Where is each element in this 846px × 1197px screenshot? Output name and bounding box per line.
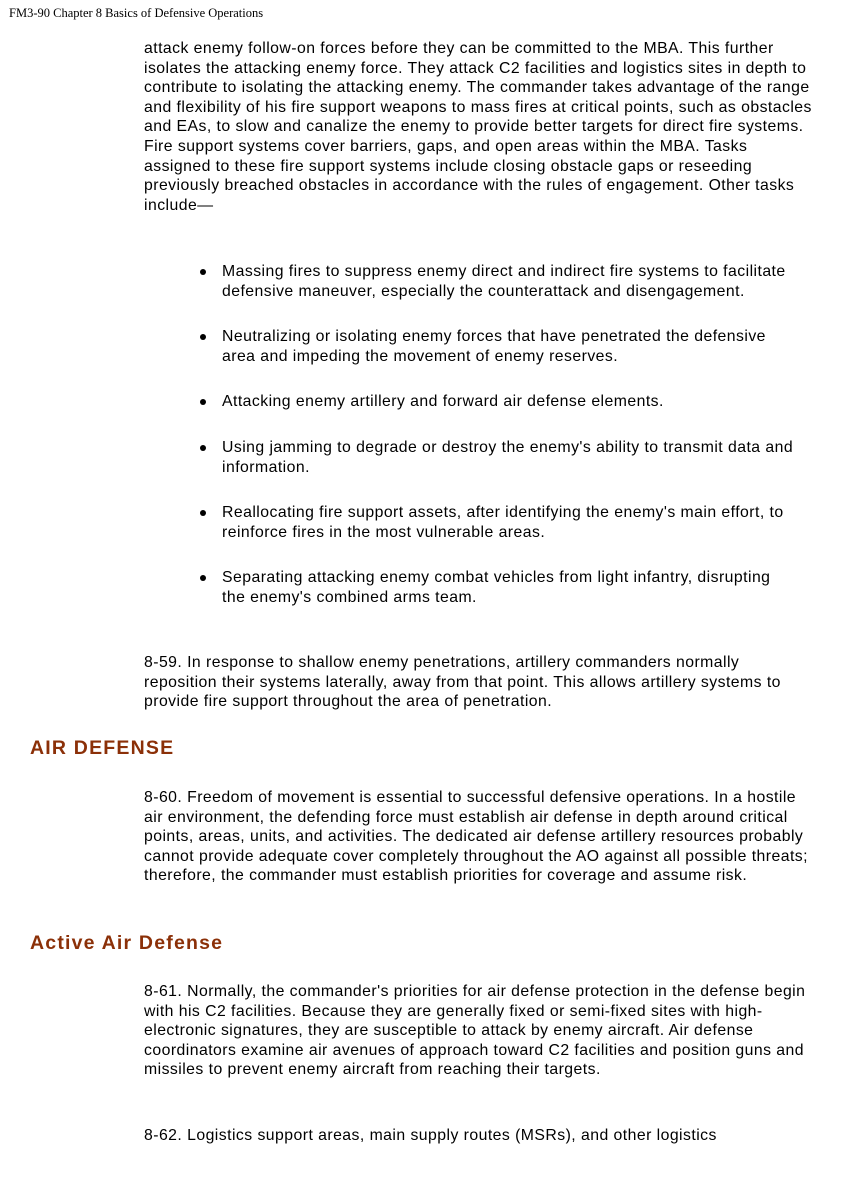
- paragraph-8-61: 8-61. Normally, the commander's priorities for air defense protection in the defense begin with his C2 facilities. Because they are generally fixed or semi-fixed sites with high-electronic signatures, they are susceptible to attack by enemy aircraft. Air defense coordinators examine air avenues of approach toward C2 facilities and position guns and missiles to prevent enemy aircraft from reaching their targets.: [144, 983, 806, 1079]
- paragraph-8-62: 8-62. Logistics support areas, main supply routes (MSRs), and other logistics: [144, 1127, 717, 1144]
- fire-support-task-list: [197, 262, 797, 634]
- list-item: [197, 327, 797, 366]
- bullet-icon: [200, 334, 206, 340]
- subsection-heading-active-air-defense: Active Air Defense: [30, 932, 224, 954]
- list-item-text: Neutralizing or isolating enemy forces that have penetrated the defensive area and impeding the movement of enemy reserves.: [222, 328, 766, 365]
- bullet-icon: [200, 269, 206, 275]
- bullet-icon: [200, 445, 206, 451]
- bullet-icon: [200, 510, 206, 516]
- paragraph-8-59: 8-59. In response to shallow enemy penetrations, artillery commanders normally reposition their systems laterally, away from that point. This allows artillery systems to provide fire support throughout the area of penetration.: [144, 654, 781, 711]
- list-item: [197, 262, 797, 301]
- list-item: [197, 438, 797, 477]
- bullet-icon: [200, 399, 206, 405]
- paragraph-8-60: 8-60. Freedom of movement is essential to successful defensive operations. In a hostile air environment, the defending force must establish air defense in depth around critical points, areas, units, and activities. The dedicated air defense artillery resources probably cannot provide adequate cover completely throughout the AO against all possible threats; therefore, the commander must establish priorities for coverage and assume risk.: [144, 789, 808, 885]
- list-item: [197, 568, 797, 607]
- list-item: [197, 392, 797, 412]
- intro-paragraph: attack enemy follow-on forces before they can be committed to the MBA. This further isolates the attacking enemy force. They attack C2 facilities and logistics sites in depth to contribute to isolating the attacking enemy. The commander takes advantage of the range and flexibility of his fire support weapons to mass fires at critical points, such as obstacles and EAs, to slow and canalize the enemy to provide better targets for direct fire systems. Fire support systems cover barriers, gaps, and open areas within the MBA. Tasks assigned to these fire support systems include closing obstacle gaps or reseeding previously breached obstacles in accordance with the rules of engagement. Other tasks include—: [144, 40, 812, 214]
- list-item-text: Massing fires to suppress enemy direct and indirect fire systems to facilitate defensive maneuver, especially the counterattack and disengagement.: [222, 263, 786, 300]
- bullet-icon: [200, 575, 206, 581]
- section-heading-air-defense: AIR DEFENSE: [30, 737, 175, 759]
- list-item-text: Reallocating fire support assets, after identifying the enemy's main effort, to reinforce fires in the most vulnerable areas.: [222, 504, 784, 541]
- list-item: [197, 503, 797, 542]
- page-header: FM3-90 Chapter 8 Basics of Defensive Operations: [9, 6, 264, 20]
- list-item-text: Attacking enemy artillery and forward air defense elements.: [222, 393, 664, 411]
- list-item-text: Using jamming to degrade or destroy the enemy's ability to transmit data and information.: [222, 438, 794, 476]
- list-item-text: Separating attacking enemy combat vehicles from light infantry, disrupting the enemy's combined arms team.: [222, 569, 771, 606]
